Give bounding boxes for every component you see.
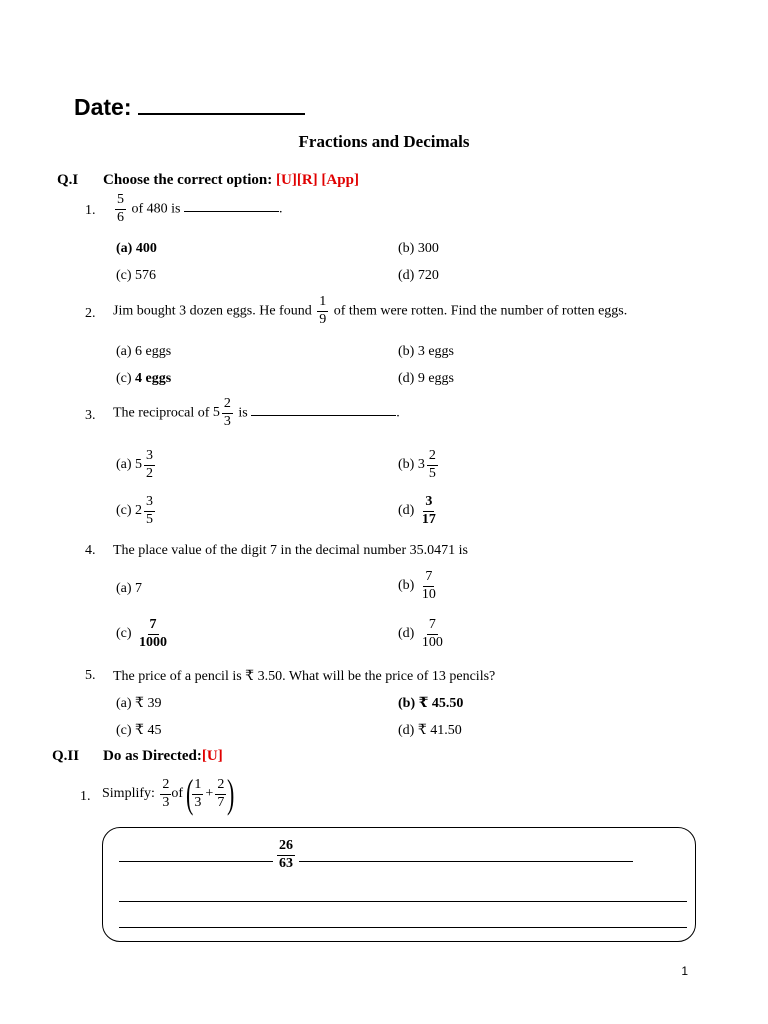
q3-option-a: (a) 5 $\frac{3}{2}$ (116, 448, 154, 481)
answer-line-2 (119, 901, 687, 902)
section-2-tags: [U] (201, 748, 223, 764)
q4-option-d: (d) $\frac{7}{100}$ (398, 617, 443, 650)
section-1-tags: [U][R] [App] (276, 172, 359, 188)
q5-stem: The price of a pencil is ₹ 3.50. What will be the price of 13 pencils? (113, 669, 496, 684)
date-blank[interactable] (138, 94, 305, 115)
q1-answer-blank[interactable] (184, 199, 279, 212)
q4-option-c: (c) $\frac{7}{1000}$ (116, 617, 168, 650)
worksheet-title: Fractions and Decimals (298, 132, 470, 151)
q3-number: 3. (85, 408, 96, 423)
left-paren: ( (186, 771, 194, 816)
q2-option-b: (b) 3 eggs (398, 344, 454, 359)
q1-number: 1. (85, 203, 96, 218)
section-2-instruction: Do as Directed: (103, 748, 202, 764)
q5-number: 5. (85, 668, 96, 683)
q1-option-c: (c) 576 (116, 268, 157, 283)
q5-option-b: (b) ₹ 45.50 (398, 696, 464, 711)
section-1-heading (103, 172, 359, 189)
q3-mixed-number: 5 $\frac{2}{3}$ (212, 396, 231, 429)
q1-option-b: (b) 300 (398, 241, 439, 256)
q2-option-a: (a) 6 eggs (116, 344, 172, 359)
q1-option-a: (a) 400 (116, 241, 157, 256)
q2-stem: Jim bought 3 dozen eggs. He found $\frac{1}{9}$ of them were rotten. Find the number of rotten eggs. (113, 294, 628, 327)
right-paren: ) (227, 771, 235, 816)
q2-number: 2. (85, 306, 96, 321)
answer-box[interactable] (102, 827, 696, 942)
q4-option-b: (b) $\frac{7}{10}$ (398, 569, 436, 602)
q4-option-a: (a) 7 (116, 581, 143, 596)
q4-stem: The place value of the digit 7 in the decimal number 35.0471 is (113, 543, 468, 558)
q3-option-d: (d) $\frac{3}{17}$ (398, 494, 436, 527)
q3-answer-blank[interactable] (251, 403, 396, 416)
q4-number: 4. (85, 543, 96, 558)
q2-1-number: 1. (80, 789, 91, 804)
page-number: 1 (681, 964, 688, 978)
answer-line-1b (299, 861, 633, 862)
date-label: Date: (74, 94, 132, 120)
answer-line-3 (119, 927, 687, 928)
q2-1-expression: Simplify: $\frac{2}{3}$ of( $\frac{1}{3}$ + $\frac{2}{7}$ ) (102, 771, 235, 816)
q2-fraction: $\frac{1}{9}$ (319, 294, 327, 327)
date-field (74, 94, 305, 121)
q2-option-c: (c) 4 eggs (116, 371, 172, 386)
q5-option-c: (c) ₹ 45 (116, 723, 162, 738)
q3-option-b: (b) 3 $\frac{2}{5}$ (398, 448, 436, 481)
q3-stem: The reciprocal of 5 $\frac{2}{3}$ is . (113, 396, 400, 429)
q1-stem: $\frac{5}{6}$ of 480 is . (117, 192, 283, 225)
section-2-number: Q.II (52, 748, 80, 764)
section-1-number: Q.I (57, 172, 79, 188)
section-1-instruction: Choose the correct option: (103, 172, 273, 188)
section-2-heading (103, 748, 223, 765)
q1-fraction: $\frac{5}{6}$ (117, 192, 124, 225)
q3-option-c: (c) 2 $\frac{3}{5}$ (116, 494, 154, 527)
q2-option-d: (d) 9 eggs (398, 371, 454, 386)
answer-fraction: $\frac{26}{63}$ (279, 838, 293, 871)
q5-option-d: (d) ₹ 41.50 (398, 723, 462, 738)
answer-line-1a (119, 861, 273, 862)
q1-option-d: (d) 720 (398, 268, 439, 283)
q5-option-a: (a) ₹ 39 (116, 696, 162, 711)
